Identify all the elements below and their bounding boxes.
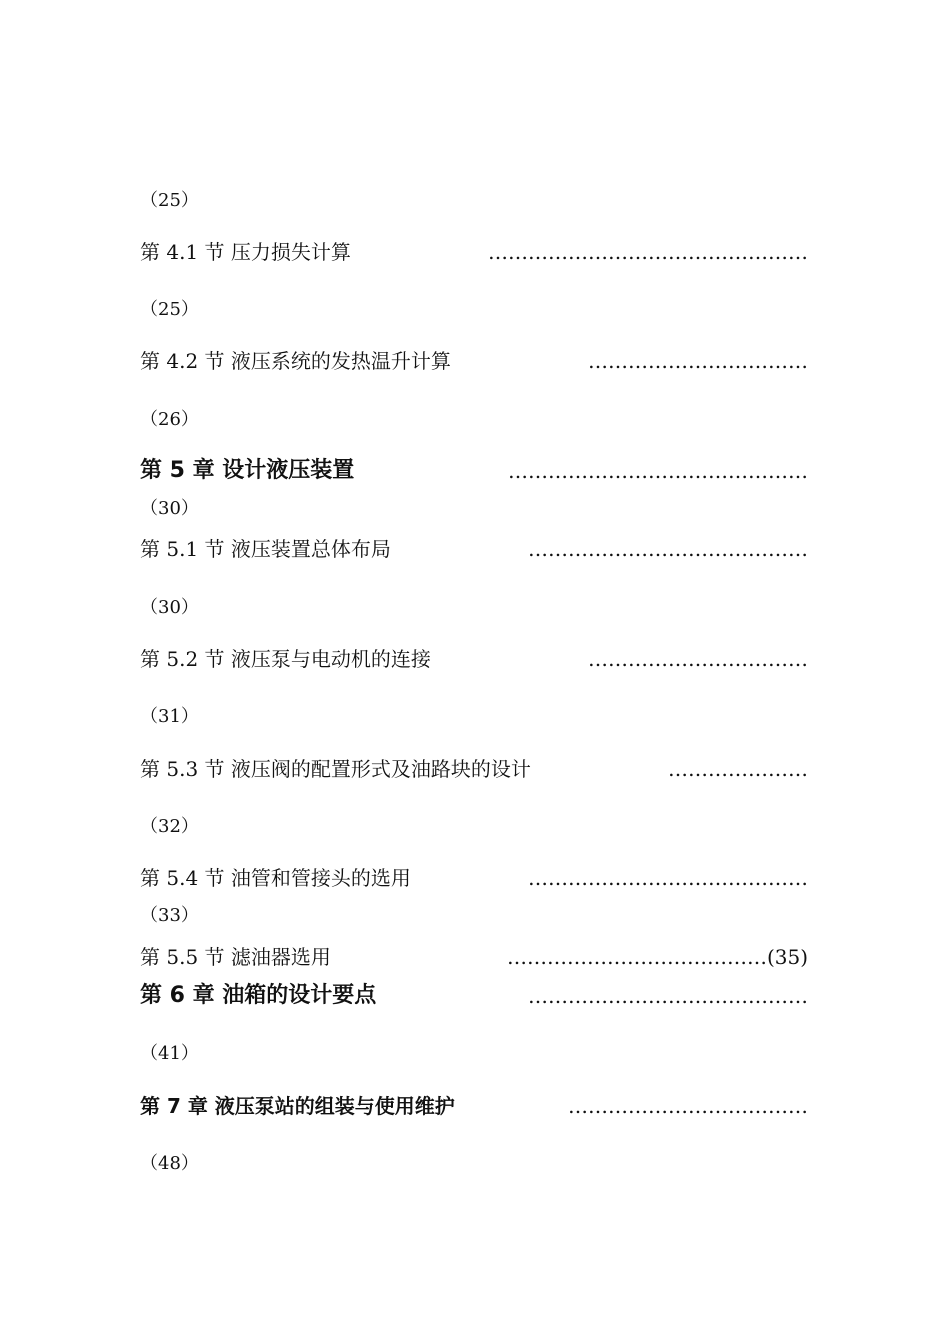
- toc-entry-5-4[interactable]: [140, 863, 808, 893]
- page-number: （33）: [140, 905, 199, 926]
- toc-chapter-5[interactable]: [140, 456, 808, 486]
- toc-leader-dots: ……………………………………: [528, 866, 808, 890]
- toc-leader-dots: ………………………………………: [508, 459, 808, 483]
- toc-chapter-title: 第 5 章 设计液压装置: [140, 458, 355, 483]
- toc-entry-title: 第 5.2 节 液压泵与电动机的连接: [140, 647, 431, 671]
- toc-chapter-6[interactable]: [140, 981, 808, 1011]
- toc-entry-5-3[interactable]: [140, 754, 808, 784]
- toc-entry-title: 第 5.1 节 液压装置总体布局: [140, 537, 391, 561]
- toc-leader-dots: ……………………………: [588, 349, 808, 373]
- page-number: （48）: [140, 1153, 199, 1174]
- page-number: （26）: [140, 409, 199, 430]
- page-number: （30）: [140, 498, 199, 519]
- toc-leader-dots: ……………………………: [588, 647, 808, 671]
- toc-entry-5-2[interactable]: [140, 644, 808, 674]
- toc-entry-title: 第 5.3 节 液压阀的配置形式及油路块的设计: [140, 757, 531, 781]
- toc-leader-dots: ……………………………………: [528, 984, 808, 1008]
- toc-entry-title: 第 4.2 节 液压系统的发热温升计算: [140, 349, 451, 373]
- toc-entry-title: 第 4.1 节 压力损失计算: [140, 240, 351, 264]
- toc-leader-dots-with-page: …………………………………(35): [506, 945, 808, 969]
- page-number: （25）: [140, 299, 199, 320]
- toc-leader-dots: ………………………………: [568, 1094, 808, 1118]
- page-number: （32）: [140, 816, 199, 837]
- toc-leader-dots: ……………………………………: [528, 537, 808, 561]
- toc-chapter-title: 第 7 章 液压泵站的组装与使用维护: [140, 1094, 455, 1118]
- page-number: （41）: [140, 1043, 199, 1064]
- toc-leader-dots: …………………: [668, 757, 808, 781]
- toc-entry-title: 第 5.5 节 滤油器选用: [140, 945, 331, 969]
- page-number: （30）: [140, 597, 199, 618]
- toc-entry-4-2[interactable]: [140, 346, 808, 376]
- page-number: （25）: [140, 190, 199, 211]
- toc-entry-5-5[interactable]: [140, 942, 808, 972]
- toc-entry-4-1[interactable]: [140, 237, 808, 267]
- page-number: （31）: [140, 706, 199, 727]
- toc-entry-5-1[interactable]: [140, 534, 808, 564]
- toc-chapter-7[interactable]: [140, 1091, 808, 1121]
- toc-leader-dots: …………………………………………: [488, 240, 808, 264]
- toc-chapter-title: 第 6 章 油箱的设计要点: [140, 983, 377, 1008]
- toc-entry-title: 第 5.4 节 油管和管接头的选用: [140, 866, 411, 890]
